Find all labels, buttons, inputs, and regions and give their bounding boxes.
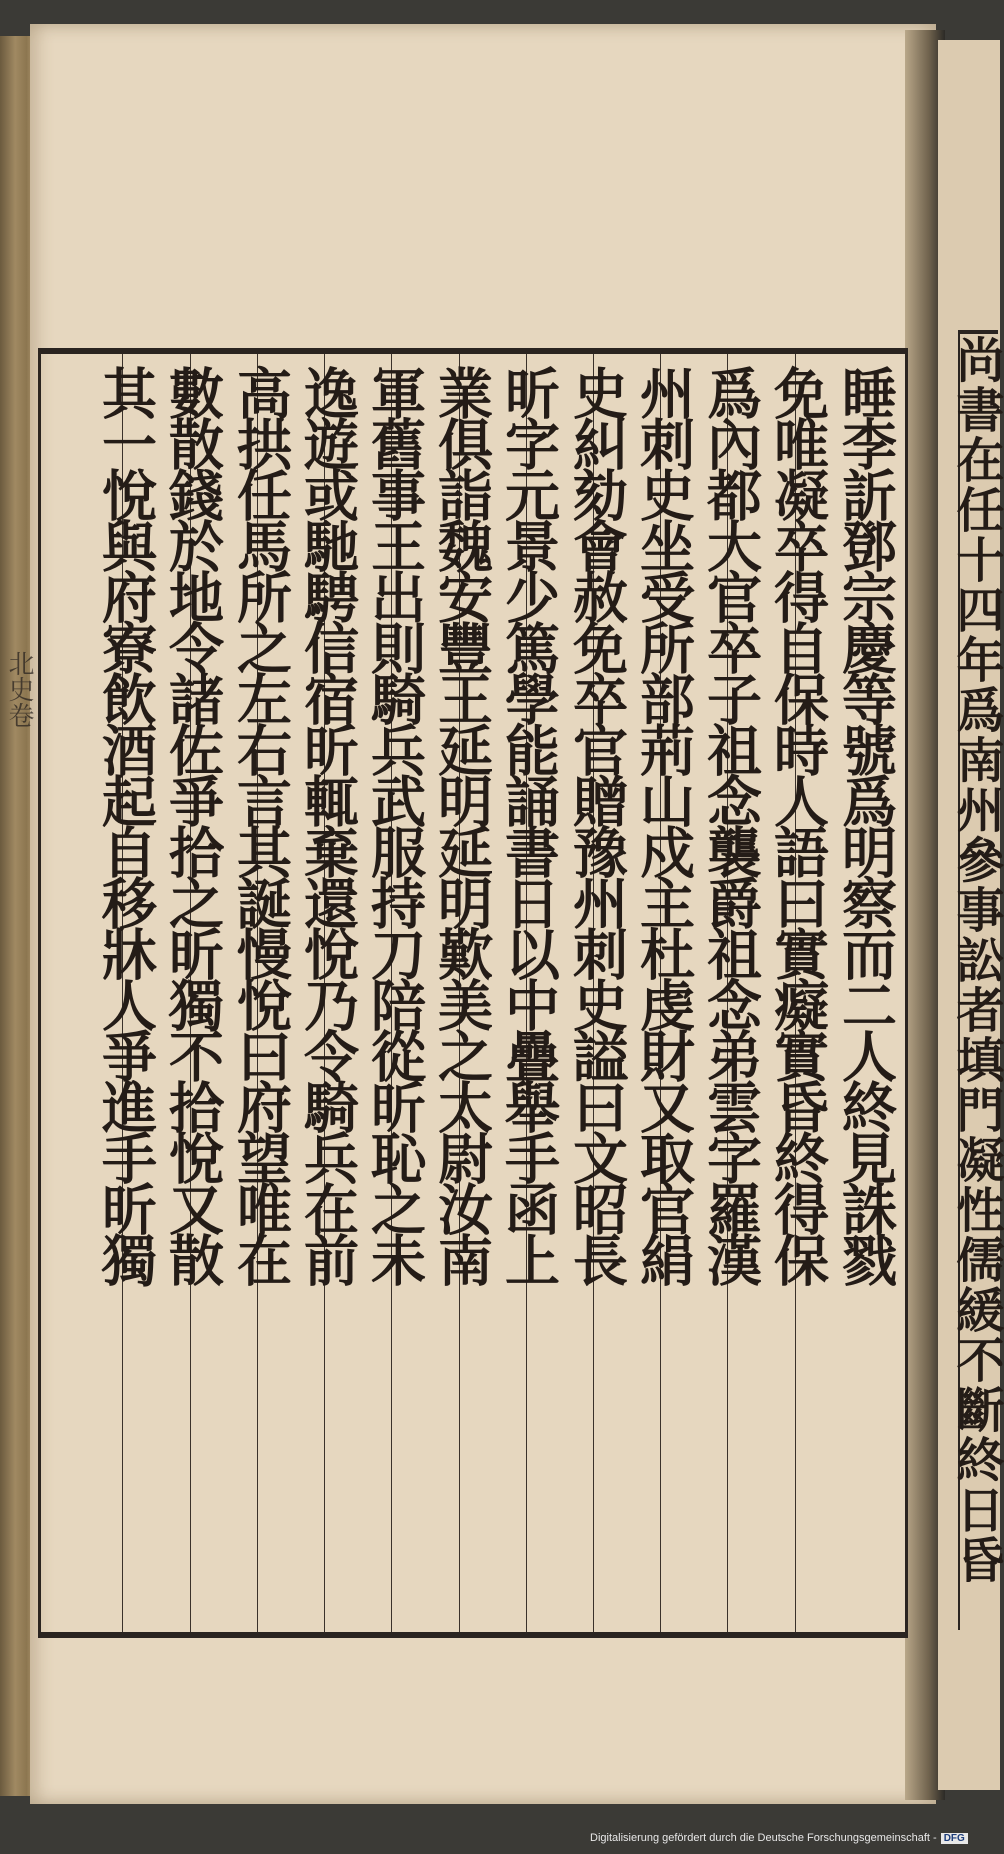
text-column: 昕字元景少篤學能誦書日以中疊舉手函上	[496, 365, 561, 1283]
text-column: 高拱任馬所之左右言其誕慢悅曰府望唯在	[228, 365, 293, 1283]
dfg-logo: DFG	[941, 1833, 968, 1844]
text-column: 業俱詣魏安豐王延明延明歎美之太尉汝南	[429, 365, 494, 1283]
credit-text: Digitalisierung gefördert durch die Deutsche Forschungsgemeinschaft -	[590, 1832, 937, 1844]
text-column: 逸遊或馳騁信宿昕輒棄還悅乃令騎兵在前	[295, 365, 360, 1283]
margin-title-mark: 北史卷	[4, 650, 34, 728]
text-column: 其一悅與府寮飲酒起自移牀人爭進手昕獨	[93, 365, 158, 1283]
facing-page-column: 尚書在任十四年爲南州參事訟者填門凝性儒緩不斷終日昏	[948, 335, 1004, 1585]
text-column: 免唯凝卒得自保時人語曰實癡實昏終得保	[765, 365, 830, 1283]
text-column: 睡李訢鄧宗慶等號爲明察而二人終見誅戮	[833, 365, 898, 1283]
text-column: 軍舊事王出則騎兵武服持刀陪從昕恥之未	[362, 365, 427, 1283]
text-column: 爲內都大官卒子祖念襲爵祖念弟雲字羅漢	[698, 365, 763, 1283]
text-column: 數散錢於地令諸佐爭拾之昕獨不拾悅又散	[160, 365, 225, 1283]
text-column: 史糾劾會赦免卒官贈豫州刺史謚曰文昭長	[564, 365, 629, 1283]
digitization-credit	[590, 1832, 968, 1852]
text-column: 州刺史坐受所部荊山戍主杜虔財又取官絹	[631, 365, 696, 1283]
